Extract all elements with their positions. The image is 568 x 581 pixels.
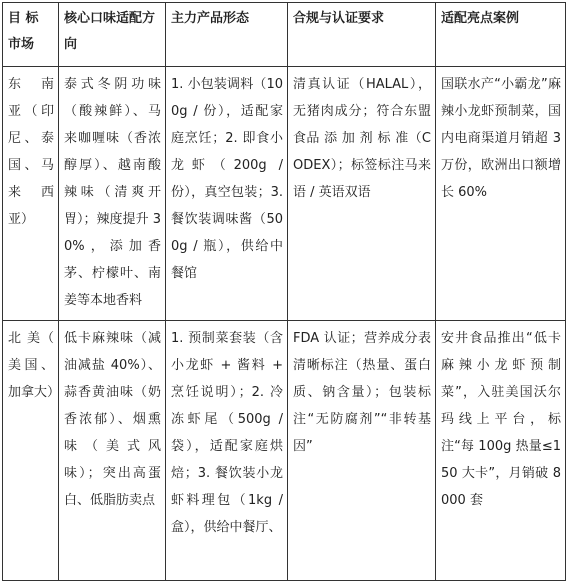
cell-market: 北 美（ 美国、加拿大） [3,321,59,581]
header-core-flavor: 核心口味适配方向 [59,3,166,67]
header-compliance: 合规与认证要求 [288,3,436,67]
table-row [3,321,566,581]
cell-flavor: 泰式冬阴功味（酸辣鲜）、马来咖喱味（香浓醇厚）、越南酸辣味（清爽开胃）；辣度提升 30%，添加香茅、柠檬叶、南姜等本地香料 [59,67,166,321]
cell-product: 1. 预制菜套装（含小龙虾 + 酱料 + 烹饪说明）；2. 冷冻虾尾（500g / 袋），适配家庭烘焙；3. 餐饮装小龙虾料理包（1kg / 盒），供给中餐厅、 [166,321,288,581]
header-target-market: 目 标 市场 [3,3,59,67]
header-main-product: 主力产品形态 [166,3,288,67]
table-header-row [3,3,566,67]
cell-flavor: 低卡麻辣味（减油减盐 40%）、蒜香黄油味（奶香浓郁）、烟熏味（美式风味）；突出高蛋白、低脂肪卖点 [59,321,166,581]
table-row [3,67,566,321]
header-highlight-case: 适配亮点案例 [436,3,566,67]
cell-market: 东 南 亚（印尼、泰国、马来 西 亚） [3,67,59,321]
cell-compliance: 清真认证（HALAL），无猪肉成分；符合东盟食品 添 加 剂 标 准（CODEX）；标签标注马来语 / 英语双语 [288,67,436,321]
cell-case: 国联水产“小霸龙”麻辣小龙虾预制菜，国内电商渠道月销超 3 万份，欧洲出口额增长 60% [436,67,566,321]
market-adaptation-table [2,2,566,581]
cell-compliance: FDA 认证；营养成分表清晰标注（热量、蛋白质、钠含量）；包装标注“无防腐剂”“非转基因” [288,321,436,581]
cell-product: 1. 小包装调料（100g / 份），适配家庭烹饪；2. 即食小龙虾（200g / 份），真空包装；3. 餐饮装调味酱（500g / 瓶），供给中餐馆 [166,67,288,321]
cell-case: 安井食品推出“低卡麻辣小龙虾预制菜”，入驻美国沃尔玛线上平台，标注“每 100g 热量≤150 大卡”，月销破 8000 套 [436,321,566,581]
